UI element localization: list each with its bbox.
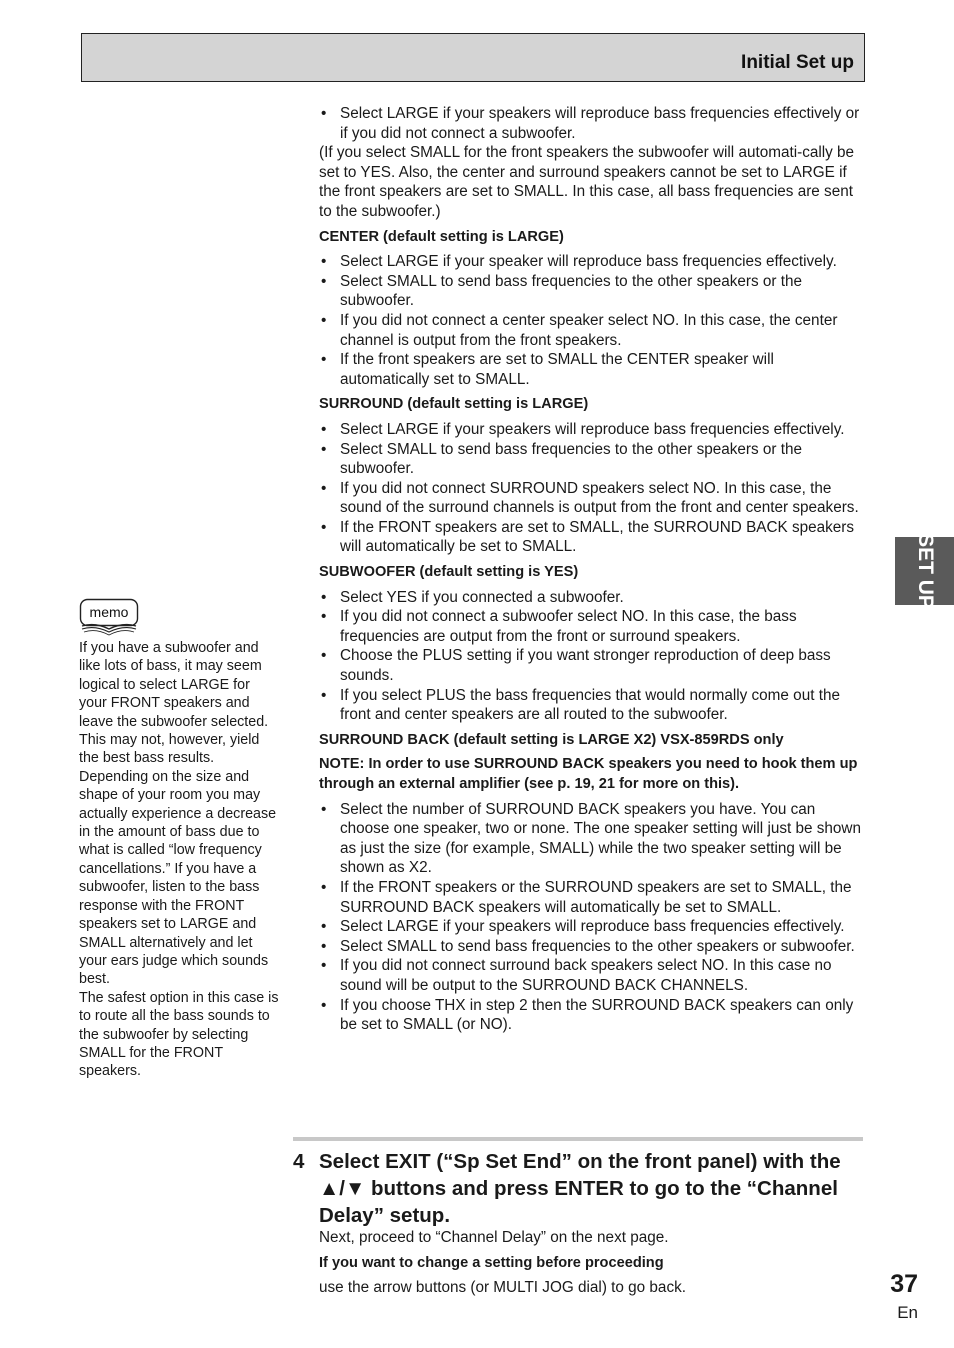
page-number: 37	[890, 1270, 918, 1298]
intro-list	[319, 104, 865, 143]
side-tab-label: SET UP	[913, 533, 937, 609]
memo-icon-label: memo	[89, 604, 129, 620]
step-title-part1: Select EXIT (“Sp Set End” on the front panel) with the	[319, 1150, 841, 1173]
list-item: • Select YES if you connected a subwoofer.	[319, 588, 865, 608]
page-language: En	[897, 1303, 918, 1322]
list-item: • Select SMALL to send bass frequencies to the other speakers or the subwoofer.	[319, 440, 865, 479]
list-item: • If you did not connect SURROUND speakers select NO. In this case, the sound of the surround channels is output from the front and center speakers.	[319, 479, 865, 518]
next-text: Next, proceed to “Channel Delay” on the next page.	[319, 1229, 669, 1246]
list-item: • Select SMALL to send bass frequencies to the other speakers or the subwoofer.	[319, 272, 865, 311]
surround-list	[319, 420, 865, 557]
section-divider	[293, 1137, 863, 1141]
side-tab	[895, 533, 954, 609]
list-item: • Select LARGE if your speakers will reproduce bass frequencies effectively.	[319, 917, 865, 937]
arrow-up-down-icon: ▲/▼	[319, 1177, 366, 1200]
header-title: Initial Set up	[741, 52, 854, 73]
subwoofer-list	[319, 588, 865, 725]
step-title	[319, 1148, 864, 1229]
intro-paragraph: (If you select SMALL for the front speakers the subwoofer will automati-cally be set to YES. Also, the center and surround speakers cannot be set to LARGE if the front speakers are set to SMALL. In this case, all bass frequencies are sent to the subwoofer.)	[319, 144, 855, 220]
step-details	[319, 1228, 864, 1298]
list-item: • Choose the PLUS setting if you want stronger reproduction of deep bass sounds.	[319, 646, 865, 685]
surround-heading: SURROUND (default setting is LARGE)	[319, 396, 589, 413]
change-heading: If you want to change a setting before proceeding	[319, 1254, 664, 1271]
memo-paragraph: The safest option in this case is to route all the bass sounds to the subwoofer by selecting SMALL for the FRONT speakers.	[79, 989, 279, 1080]
list-item: • If you choose THX in step 2 then the SURROUND BACK speakers can only be set to SMALL (or NO).	[319, 996, 865, 1035]
surround-back-heading: SURROUND BACK (default setting is LARGE X2) VSX-859RDS only	[319, 731, 784, 748]
list-item: • Select SMALL to send bass frequencies to the other speakers or subwoofer.	[319, 937, 865, 957]
list-item: • If you did not connect a center speaker select NO. In this case, the center channel is output from the front speakers.	[319, 311, 865, 350]
surround-back-note: NOTE: In order to use SURROUND BACK speakers you need to hook them up through an external amplifier (see p. 19, 21 for more on this).	[319, 756, 858, 792]
header-bar	[81, 33, 865, 82]
change-text: use the arrow buttons (or MULTI JOG dial) to go back.	[319, 1279, 686, 1297]
center-list	[319, 252, 865, 389]
list-item: • Select LARGE if your speakers will reproduce bass frequencies effectively.	[319, 420, 865, 440]
memo-paragraph: If you have a subwoofer and like lots of bass, it may seem logical to select LARGE for your FRONT speakers and leave the subwoofer selected. This may not, however, yield the best bass results. Depending on the size and shape of your room you may actually experience a decrease in the amount of bass due to what is called “low frequency cancellations.” If you have a subwoofer, listen to the bass response with the FRONT speakers set to LARGE and SMALL alternatively and let your ears judge which sounds best.	[79, 640, 277, 988]
step-number: 4	[293, 1150, 305, 1173]
memo-icon	[79, 598, 139, 636]
subwoofer-heading: SUBWOOFER (default setting is YES)	[319, 564, 579, 581]
list-item: • If you did not connect surround back speakers select NO. In this case no sound will be output to the SURROUND BACK CHANNELS.	[319, 956, 865, 995]
list-item: • If you select PLUS the bass frequencies that would normally come out the front and center speakers are all routed to the subwoofer.	[319, 686, 865, 725]
list-item: • If you did not connect a subwoofer select NO. In this case, the bass frequencies are output from the front or surround speakers.	[319, 607, 865, 646]
list-item: • Select the number of SURROUND BACK speakers you have. You can choose one speaker, two or none. The one speaker setting will just be shown as just the size (for example, SMALL) while the two speaker setting will be shown as X2.	[319, 800, 865, 878]
list-item: • Select LARGE if your speakers will reproduce bass frequencies effectively or if you did not connect a subwoofer.	[319, 104, 865, 143]
surround-back-list	[319, 800, 865, 1035]
main-content	[319, 104, 865, 1035]
center-heading: CENTER (default setting is LARGE)	[319, 228, 564, 245]
list-item: • If the front speakers are set to SMALL the CENTER speaker will automatically set to SMALL.	[319, 350, 865, 389]
list-item: • If the FRONT speakers are set to SMALL, the SURROUND BACK speakers will automatically be set to SMALL.	[319, 518, 865, 557]
step-title-part2: buttons and press ENTER to go to the “Channel Delay” setup.	[319, 1177, 838, 1227]
memo-text	[79, 639, 281, 1081]
list-item: • If the FRONT speakers or the SURROUND speakers are set to SMALL, the SURROUND BACK speakers will automatically be set to SMALL.	[319, 878, 865, 917]
list-item: • Select LARGE if your speaker will reproduce bass frequencies effectively.	[319, 252, 865, 272]
